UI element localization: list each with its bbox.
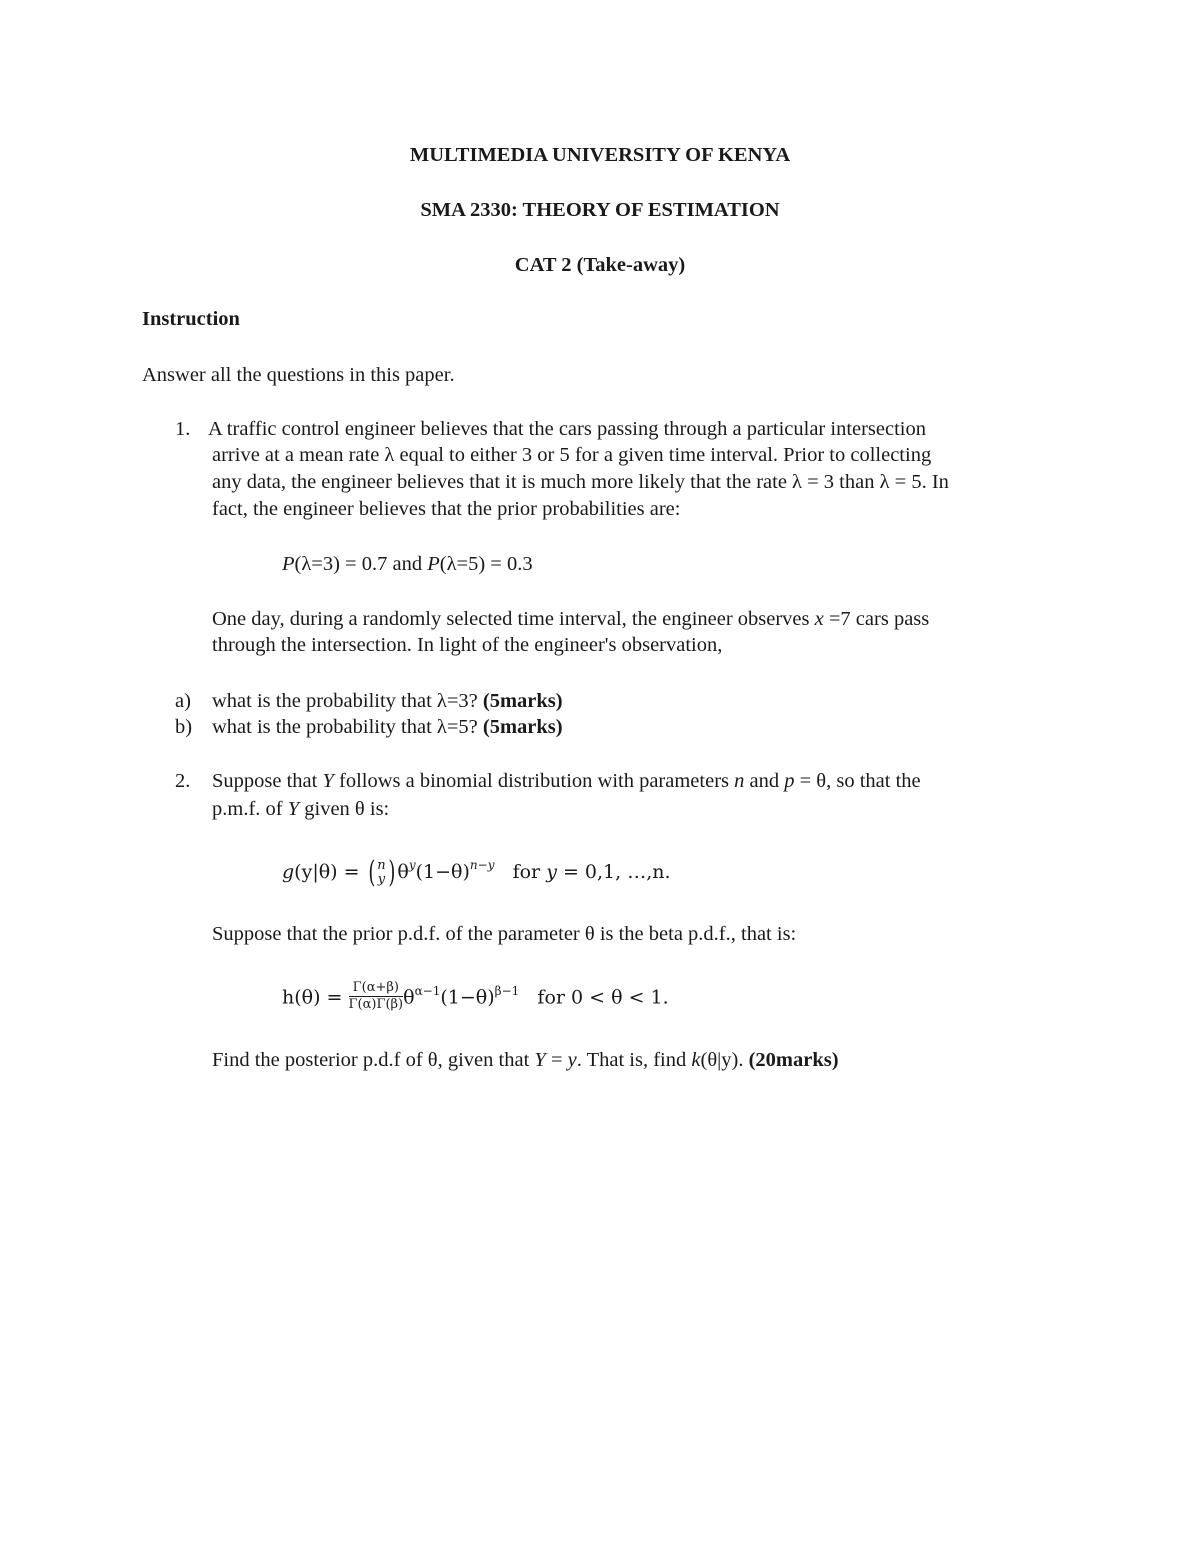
prior-arg1: (λ=3) = 0.7 and: [294, 553, 428, 575]
pmf-exp-1: y: [408, 858, 416, 872]
q2-l1-c: and: [744, 770, 785, 792]
q2-number: 2.: [175, 770, 191, 792]
pmf-lhs: (y|θ) =: [294, 861, 366, 883]
find-Y: Y: [534, 1049, 546, 1071]
prior-arg2: (λ=5) = 0.3: [439, 553, 533, 575]
cat-title: CAT 2 (Take-away): [514, 254, 686, 276]
binom-bottom: y: [377, 872, 386, 887]
find-k: k: [691, 1049, 701, 1071]
q1-number: 1.: [175, 418, 191, 440]
obs-x: x: [814, 608, 824, 630]
q2-l1-d: = θ, so that the: [794, 770, 921, 792]
find-b: =: [545, 1049, 568, 1071]
beta-theta: θ: [403, 986, 415, 1009]
prior-text: Suppose that the prior p.d.f. of the parameter θ is the beta p.d.f., that is:: [212, 923, 797, 945]
binomial-coefficient: ( n y ): [367, 855, 396, 890]
course-title: SMA 2330: THEORY OF ESTIMATION: [420, 199, 780, 221]
part-a-text: [212, 688, 563, 714]
pmf-theta: θ: [397, 861, 409, 883]
part-a-question: what is the probability that λ=3?: [212, 690, 483, 712]
part-b-label: b): [175, 716, 193, 738]
observation-line-1: [212, 606, 929, 632]
q2-line-2: [212, 796, 389, 822]
beta-exp-2: β−1: [494, 983, 520, 998]
q2-l1-n: n: [734, 770, 745, 792]
binom-top: n: [377, 858, 386, 873]
instruction-heading: Instruction: [142, 308, 240, 330]
prior-p2: P: [427, 553, 440, 575]
q2-line-1: [212, 768, 921, 794]
part-a-marks: (5marks): [482, 690, 563, 712]
part-a-label: a): [175, 690, 191, 712]
part-b-text: [212, 714, 563, 740]
find-a: Find the posterior p.d.f of θ, given that: [212, 1049, 535, 1071]
q1-line-1: A traffic control engineer believes that the cars passing through a particular intersection: [208, 418, 927, 440]
part-b-question: what is the probability that λ=5?: [212, 716, 483, 738]
prior-p1: P: [282, 553, 295, 575]
pmf-range: = 0,1, …,n.: [556, 861, 671, 883]
find-d: (θ|y).: [700, 1049, 749, 1071]
instruction-text: Answer all the questions in this paper.: [142, 364, 455, 386]
q2-l1-a: Suppose that: [212, 770, 323, 792]
q1-line-3: any data, the engineer believes that it is much more likely that the rate λ = 3 than λ = 5. In: [212, 471, 949, 493]
pmf-equation: [282, 855, 671, 890]
observation-line-2: through the intersection. In light of the engineer's observation,: [212, 634, 723, 656]
pmf-exp-2: n−y: [469, 858, 495, 872]
q1-line-2: arrive at a mean rate λ equal to either 3 or 5 for a given time interval. Prior to collecting: [212, 444, 932, 466]
find-y: y: [567, 1049, 577, 1071]
q2-l1-b: follows a binomial distribution with parameters: [333, 770, 735, 792]
pmf-y: y: [546, 861, 557, 883]
q2-l1-Y: Y: [322, 770, 334, 792]
q2-l2-b: given θ is:: [299, 798, 390, 820]
beta-exp-1: α−1: [414, 983, 441, 998]
beta-denominator: Γ(α)Γ(β): [348, 997, 404, 1012]
pmf-mid: (1−θ): [415, 861, 470, 883]
q2-l2-a: p.m.f. of: [212, 798, 288, 820]
find-c: . That is, find: [576, 1049, 692, 1071]
q2-l1-p: p: [784, 770, 795, 792]
beta-range: for 0 < θ < 1.: [519, 986, 669, 1009]
pmf-g: g: [282, 861, 295, 883]
beta-lhs: h(θ) =: [282, 986, 349, 1009]
q1-line-4: fact, the engineer believes that the prior probabilities are:: [212, 498, 681, 520]
part-b-marks: (5marks): [482, 716, 563, 738]
beta-numerator: Γ(α+β): [349, 980, 404, 997]
q2-l2-Y: Y: [287, 798, 300, 820]
beta-fraction: [349, 980, 404, 1013]
obs-text-b: =7 cars pass: [823, 608, 930, 630]
prior-probabilities: [282, 551, 533, 577]
beta-equation: [282, 982, 669, 1015]
find-posterior: [212, 1047, 839, 1073]
beta-mid: (1−θ): [440, 986, 495, 1009]
obs-text-a: One day, during a randomly selected time interval, the engineer observes: [212, 608, 815, 630]
find-marks: (20marks): [748, 1049, 839, 1071]
pmf-for: for: [494, 861, 547, 883]
university-title: MULTIMEDIA UNIVERSITY OF KENYA: [409, 144, 791, 166]
